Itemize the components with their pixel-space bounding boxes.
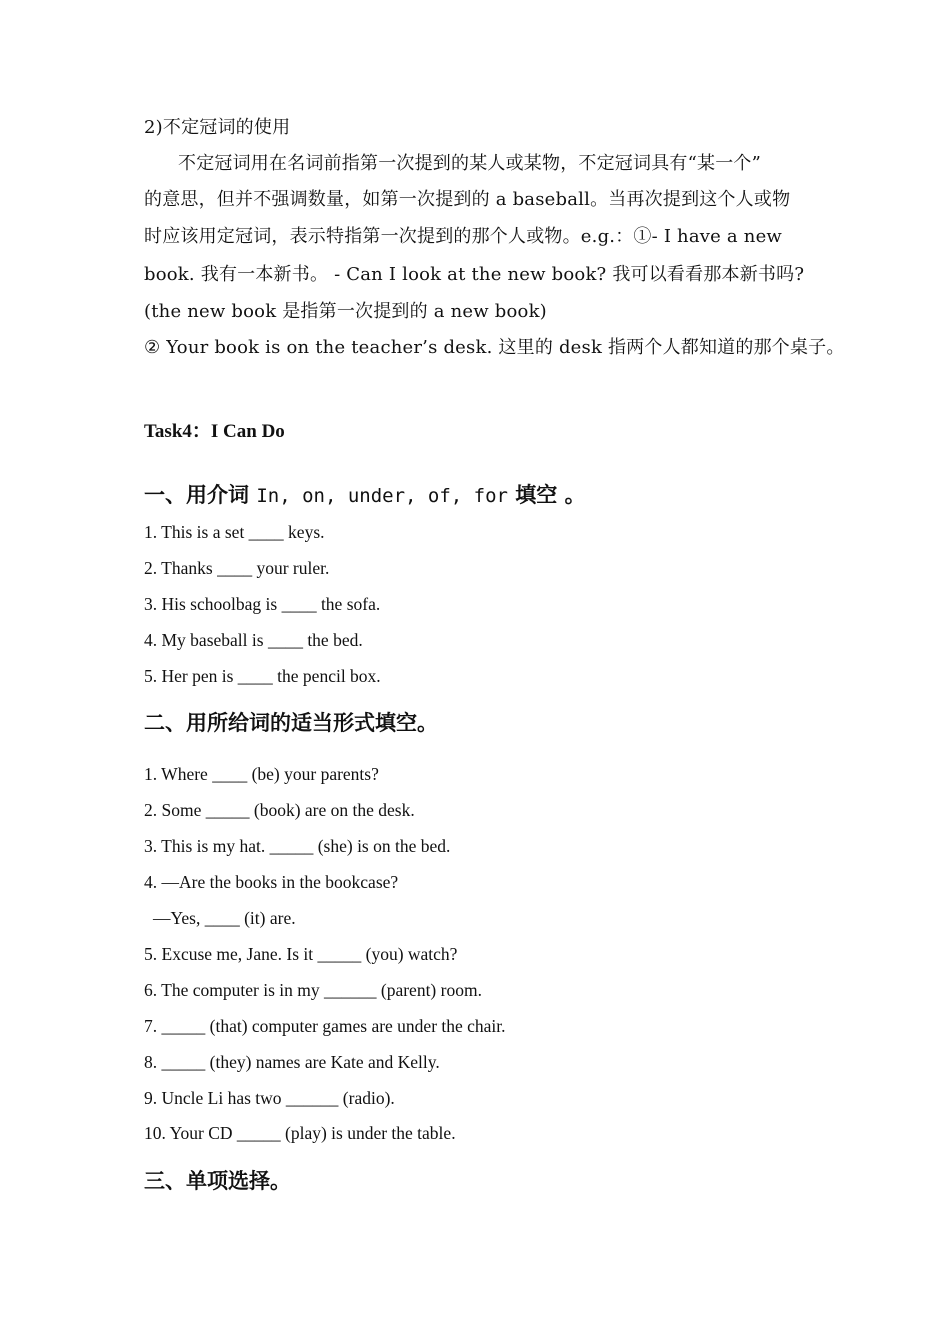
exercise-item: 4. —Are the books in the bookcase? [144, 872, 399, 892]
exercise-item: 3. His schoolbag is ____ the sofa. [144, 594, 381, 614]
exercise-item: 1. This is a set ____ keys. [144, 522, 325, 542]
grammar-paragraph-line: book. 我有一本新书。 - Can I look at the new book? 我可以看看那本新书吗? [144, 264, 805, 285]
exercise-item: 5. Excuse me, Jane. Is it _____ (you) watch? [144, 944, 458, 964]
section1-heading-prefix: 一、用介词 [144, 483, 249, 507]
exercise-item: 9. Uncle Li has two ______ (radio). [144, 1088, 395, 1108]
exercise-item: 6. The computer is in my ______ (parent) room. [144, 980, 482, 1000]
section2-heading: 二、用所给词的适当形式填空。 [144, 711, 438, 735]
exercise-item-answer-line: —Yes, ____ (it) are. [153, 908, 296, 928]
grammar-paragraph-line: 不定冠词用在名词前指第一次提到的某人或某物，不定冠词具有“某一个” [178, 153, 762, 174]
exercise-item: 2. Thanks ____ your ruler. [144, 558, 330, 578]
exercise-item: 5. Her pen is ____ the pencil box. [144, 666, 381, 686]
exercise-item: 2. Some _____ (book) are on the desk. [144, 800, 415, 820]
grammar-paragraph-line: 时应该用定冠词，表示特指第一次提到的那个人或物。e.g.：①- I have a new [144, 226, 783, 247]
grammar-heading: 2)不定冠词的使用 [144, 117, 291, 138]
grammar-paragraph-line: ② Your book is on the teacher’s desk. 这里的 desk 指两个人都知道的那个桌子。 [144, 337, 845, 358]
exercise-item: 10. Your CD _____ (play) is under the table. [144, 1123, 456, 1143]
section3-heading: 三、单项选择。 [144, 1169, 291, 1193]
exercise-item: 8. _____ (they) names are Kate and Kelly. [144, 1052, 440, 1072]
grammar-paragraph-line: 的意思，但并不强调数量，如第一次提到的 a baseball。当再次提到这个人或物 [144, 189, 791, 210]
exercise-item: 4. My baseball is ____ the bed. [144, 630, 363, 650]
section1-heading-words: In, on, under, of, for [256, 485, 508, 507]
exercise-item: 1. Where ____ (be) your parents? [144, 764, 379, 784]
section1-heading-suffix: 填空 。 [515, 483, 586, 507]
grammar-paragraph-line: (the new book 是指第一次提到的 a new book) [144, 301, 547, 322]
exercise-item: 7. _____ (that) computer games are under the chair. [144, 1016, 506, 1036]
section1-heading [144, 484, 586, 507]
task-title: Task4：I Can Do [144, 421, 285, 442]
exercise-item: 3. This is my hat. _____ (she) is on the bed. [144, 836, 451, 856]
